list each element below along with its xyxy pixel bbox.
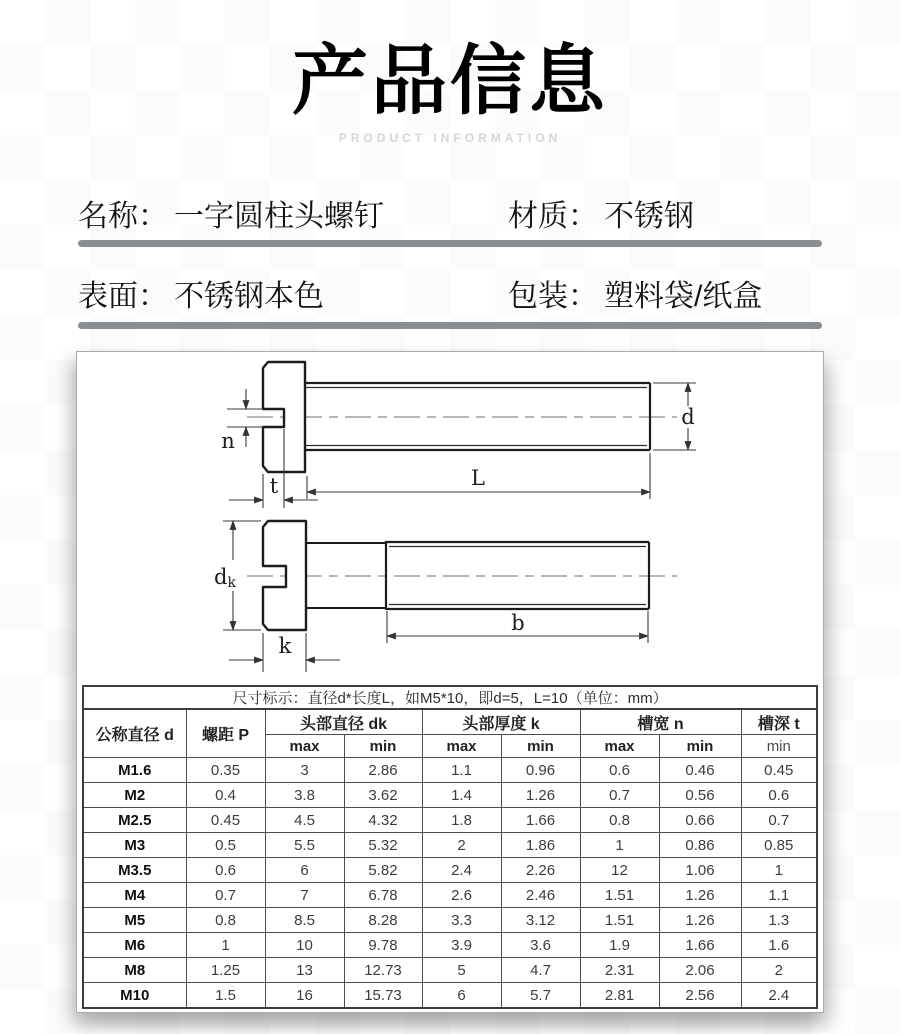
size-cell: M8 <box>83 958 186 983</box>
value-cell: 1.6 <box>741 933 817 958</box>
dimension-table <box>82 685 818 1009</box>
value-cell: 5.7 <box>501 983 580 1009</box>
size-cell: M3 <box>83 833 186 858</box>
spec-name-value: 一字圆柱头螺钉 <box>174 200 384 233</box>
value-cell: 0.85 <box>741 833 817 858</box>
spec-packaging <box>508 271 762 315</box>
dim-label-t: t <box>269 474 279 498</box>
divider-1 <box>78 240 822 247</box>
spec-material-label: 材质： <box>508 200 598 233</box>
value-cell: 0.56 <box>659 783 741 808</box>
size-cell: M5 <box>83 908 186 933</box>
value-cell: 2 <box>422 833 501 858</box>
spec-row-1 <box>78 191 822 233</box>
value-cell: 10 <box>265 933 344 958</box>
value-cell: 4.32 <box>344 808 422 833</box>
value-cell: 7 <box>265 883 344 908</box>
view-top <box>221 362 696 508</box>
value-cell: 3.12 <box>501 908 580 933</box>
value-cell: 3.62 <box>344 783 422 808</box>
value-cell: 1.86 <box>501 833 580 858</box>
value-cell: 1.3 <box>741 908 817 933</box>
table-caption-row <box>83 686 817 709</box>
value-cell: 0.6 <box>741 783 817 808</box>
page-title: 产品信息 <box>292 39 608 124</box>
value-cell: 15.73 <box>344 983 422 1009</box>
table-caption: 尺寸标示：直径d*长度L，如M5*10，即d=5，L=10（单位：mm） <box>83 686 817 709</box>
col-header-head-diameter: 头部直径 dk <box>265 709 422 735</box>
col-header-slot-depth: 槽深 t <box>741 709 817 735</box>
value-cell: 6.78 <box>344 883 422 908</box>
size-cell: M10 <box>83 983 186 1009</box>
value-cell: 2.81 <box>580 983 659 1009</box>
spec-row-2 <box>78 271 822 313</box>
subheader-max: max <box>422 735 501 758</box>
value-cell: 0.7 <box>741 808 817 833</box>
size-cell: M2 <box>83 783 186 808</box>
table-row <box>83 783 817 808</box>
size-cell: M6 <box>83 933 186 958</box>
value-cell: 2.46 <box>501 883 580 908</box>
value-cell: 0.8 <box>186 908 265 933</box>
value-cell: 1.5 <box>186 983 265 1009</box>
value-cell: 2.31 <box>580 958 659 983</box>
value-cell: 0.66 <box>659 808 741 833</box>
value-cell: 2.26 <box>501 858 580 883</box>
value-cell: 2.4 <box>741 983 817 1009</box>
value-cell: 1.51 <box>580 883 659 908</box>
value-cell: 4.7 <box>501 958 580 983</box>
spec-material <box>508 191 694 235</box>
value-cell: 1.8 <box>422 808 501 833</box>
table-row <box>83 908 817 933</box>
table-row <box>83 933 817 958</box>
value-cell: 0.46 <box>659 758 741 783</box>
value-cell: 1 <box>186 933 265 958</box>
value-cell: 1.1 <box>422 758 501 783</box>
value-cell: 3.3 <box>422 908 501 933</box>
value-cell: 0.96 <box>501 758 580 783</box>
table-row <box>83 883 817 908</box>
drawing-and-table-panel <box>76 351 824 1013</box>
value-cell: 5.32 <box>344 833 422 858</box>
value-cell: 6 <box>265 858 344 883</box>
value-cell: 1.9 <box>580 933 659 958</box>
dim-label-n: n <box>221 429 235 453</box>
spec-surface-label: 表面： <box>78 280 168 313</box>
value-cell: 3 <box>265 758 344 783</box>
subheader-min: min <box>501 735 580 758</box>
spec-name <box>78 191 384 235</box>
size-cell: M2.5 <box>83 808 186 833</box>
table-row <box>83 833 817 858</box>
value-cell: 0.7 <box>580 783 659 808</box>
spec-packaging-value: 塑料袋/纸盒 <box>604 280 763 313</box>
value-cell: 2 <box>741 958 817 983</box>
table-row <box>83 958 817 983</box>
subheader-min: min <box>659 735 741 758</box>
value-cell: 1.4 <box>422 783 501 808</box>
spec-material-value: 不锈钢 <box>604 200 694 233</box>
dim-label-L: L <box>471 466 485 490</box>
size-cell: M3.5 <box>83 858 186 883</box>
value-cell: 0.86 <box>659 833 741 858</box>
subheader-min: min <box>344 735 422 758</box>
value-cell: 1.06 <box>659 858 741 883</box>
value-cell: 1.25 <box>186 958 265 983</box>
value-cell: 1.51 <box>580 908 659 933</box>
spec-name-label: 名称： <box>78 200 168 233</box>
subheader-max: max <box>580 735 659 758</box>
spec-packaging-label: 包装： <box>508 280 598 313</box>
value-cell: 1.1 <box>741 883 817 908</box>
dim-label-k: k <box>278 634 292 658</box>
value-cell: 0.45 <box>741 758 817 783</box>
table-row <box>83 758 817 783</box>
col-header-nominal-diameter: 公称直径 d <box>83 709 186 758</box>
table-body <box>83 758 817 1009</box>
value-cell: 1 <box>580 833 659 858</box>
value-cell: 8.5 <box>265 908 344 933</box>
value-cell: 1 <box>741 858 817 883</box>
value-cell: 0.4 <box>186 783 265 808</box>
subheader-max: max <box>265 735 344 758</box>
divider-2 <box>78 322 822 329</box>
value-cell: 0.45 <box>186 808 265 833</box>
dim-label-d: d <box>681 405 695 429</box>
value-cell: 0.35 <box>186 758 265 783</box>
col-header-pitch: 螺距 P <box>186 709 265 758</box>
table-row <box>83 808 817 833</box>
value-cell: 5 <box>422 958 501 983</box>
table-row <box>83 858 817 883</box>
value-cell: 5.82 <box>344 858 422 883</box>
value-cell: 5.5 <box>265 833 344 858</box>
value-cell: 8.28 <box>344 908 422 933</box>
value-cell: 12.73 <box>344 958 422 983</box>
value-cell: 1.66 <box>501 808 580 833</box>
value-cell: 2.56 <box>659 983 741 1009</box>
subheader-min: min <box>741 735 817 758</box>
screw-technical-drawing <box>77 352 823 685</box>
value-cell: 3.8 <box>265 783 344 808</box>
value-cell: 1.66 <box>659 933 741 958</box>
value-cell: 1.26 <box>659 883 741 908</box>
value-cell: 0.8 <box>580 808 659 833</box>
value-cell: 0.7 <box>186 883 265 908</box>
table-row <box>83 983 817 1009</box>
dim-label-b: b <box>511 611 525 635</box>
col-header-slot-width: 槽宽 n <box>580 709 741 735</box>
value-cell: 16 <box>265 983 344 1009</box>
spec-surface-value: 不锈钢本色 <box>174 280 324 313</box>
value-cell: 2.06 <box>659 958 741 983</box>
value-cell: 3.9 <box>422 933 501 958</box>
col-header-head-thickness: 头部厚度 k <box>422 709 580 735</box>
value-cell: 0.5 <box>186 833 265 858</box>
value-cell: 2.6 <box>422 883 501 908</box>
value-cell: 0.6 <box>186 858 265 883</box>
spec-surface <box>78 271 324 315</box>
value-cell: 2.86 <box>344 758 422 783</box>
view-bottom <box>214 521 677 672</box>
value-cell: 9.78 <box>344 933 422 958</box>
value-cell: 0.6 <box>580 758 659 783</box>
value-cell: 13 <box>265 958 344 983</box>
table-header-row <box>83 709 817 735</box>
value-cell: 2.4 <box>422 858 501 883</box>
size-cell: M4 <box>83 883 186 908</box>
value-cell: 3.6 <box>501 933 580 958</box>
page-subtitle: PRODUCT INFORMATION <box>338 131 562 145</box>
value-cell: 12 <box>580 858 659 883</box>
value-cell: 4.5 <box>265 808 344 833</box>
value-cell: 6 <box>422 983 501 1009</box>
size-cell: M1.6 <box>83 758 186 783</box>
dim-label-dk: dk <box>214 565 236 591</box>
value-cell: 1.26 <box>501 783 580 808</box>
value-cell: 1.26 <box>659 908 741 933</box>
